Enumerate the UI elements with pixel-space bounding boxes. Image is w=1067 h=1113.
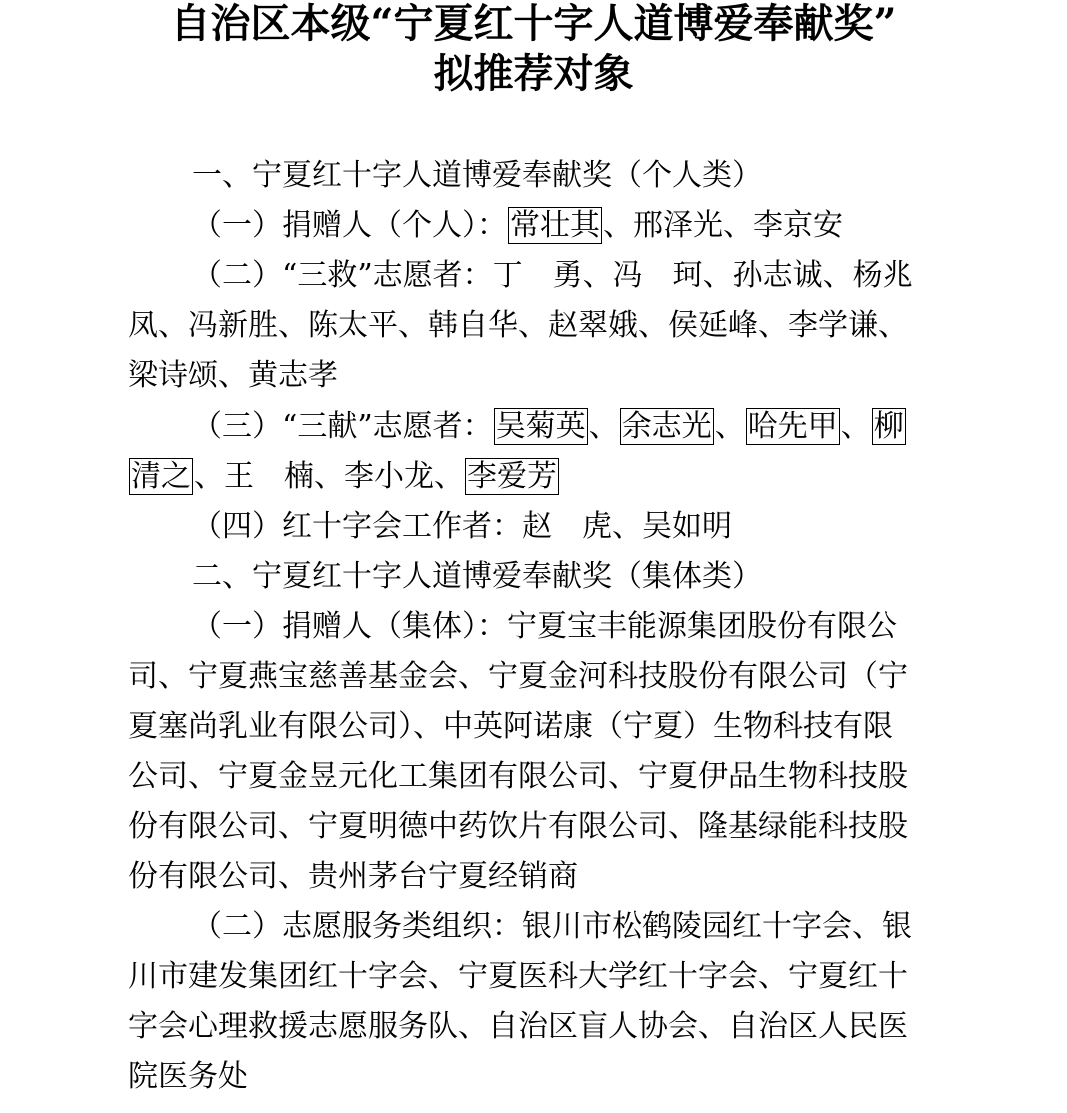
separator: 、 — [840, 409, 871, 444]
collective-donors-line3: 夏塞尚乳业有限公司）、中英阿诺康（宁夏）生物科技有限 — [128, 709, 893, 744]
boxed-name: 哈先甲 — [747, 409, 838, 444]
boxed-name: 余志光 — [621, 409, 712, 444]
collective-donors-line2: 司、宁夏燕宝慈善基金会、宁夏金河科技股份有限公司（宁 — [128, 659, 908, 694]
donation-volunteers-mid: 、王 楠、李小龙、 — [194, 459, 464, 494]
collective-donors-line4: 公司、宁夏金昱元化工集团有限公司、宁夏伊品生物科技股 — [128, 759, 908, 794]
rescue-volunteers-line2: 凤、冯新胜、陈太平、韩自华、赵翠娥、侯延峰、李学谦、 — [128, 308, 908, 343]
donors-rest: 、邢泽光、李京安 — [603, 208, 843, 243]
document-title-line1: 自治区本级“宁夏红十字人道博爱奉献奖” — [170, 0, 897, 47]
collective-donors-line6: 份有限公司、贵州茅台宁夏经销商 — [128, 859, 578, 894]
volunteer-orgs-line2: 川市建发集团红十字会、宁夏医科大学红十字会、宁夏红十 — [128, 959, 908, 994]
boxed-name: 常壮其 — [510, 208, 600, 243]
donation-volunteers-label: （三）“三献”志愿者： — [192, 409, 493, 444]
boxed-name: 柳 — [873, 409, 904, 444]
section1-heading: 一、宁夏红十字人道博爱奉献奖（个人类） — [192, 158, 762, 193]
boxed-name: 吴菊英 — [495, 409, 586, 444]
boxed-name: 李爱芳 — [467, 459, 557, 494]
volunteer-orgs-line4: 院医务处 — [128, 1059, 248, 1094]
rescue-volunteers-line1: （二）“三救”志愿者：丁 勇、冯 珂、孙志诚、杨兆 — [192, 258, 913, 293]
document-title-line2: 拟推荐对象 — [433, 50, 634, 97]
red-cross-workers-line: （四）红十字会工作者：赵 虎、吴如明 — [192, 509, 732, 544]
section2-heading: 二、宁夏红十字人道博爱奉献奖（集体类） — [192, 559, 762, 594]
collective-donors-line5: 份有限公司、宁夏明德中药饮片有限公司、隆基绿能科技股 — [128, 809, 908, 844]
separator: 、 — [588, 409, 619, 444]
rescue-volunteers-line3: 梁诗颂、黄志孝 — [128, 358, 338, 393]
volunteer-orgs-line3: 字会心理救援志愿服务队、自治区盲人协会、自治区人民医 — [128, 1009, 908, 1044]
boxed-name: 清之 — [131, 459, 191, 494]
volunteer-orgs-line1: （二）志愿服务类组织：银川市松鹤陵园红十字会、银 — [192, 909, 912, 944]
collective-donors-line1: （一）捐赠人（集体）：宁夏宝丰能源集团股份有限公 — [192, 609, 897, 644]
section1-donors-line — [192, 206, 843, 246]
donation-volunteers-line1 — [192, 407, 907, 447]
separator: 、 — [714, 409, 745, 444]
donors-label: （一）捐赠人（个人）： — [192, 208, 507, 243]
donation-volunteers-line2 — [128, 457, 560, 497]
